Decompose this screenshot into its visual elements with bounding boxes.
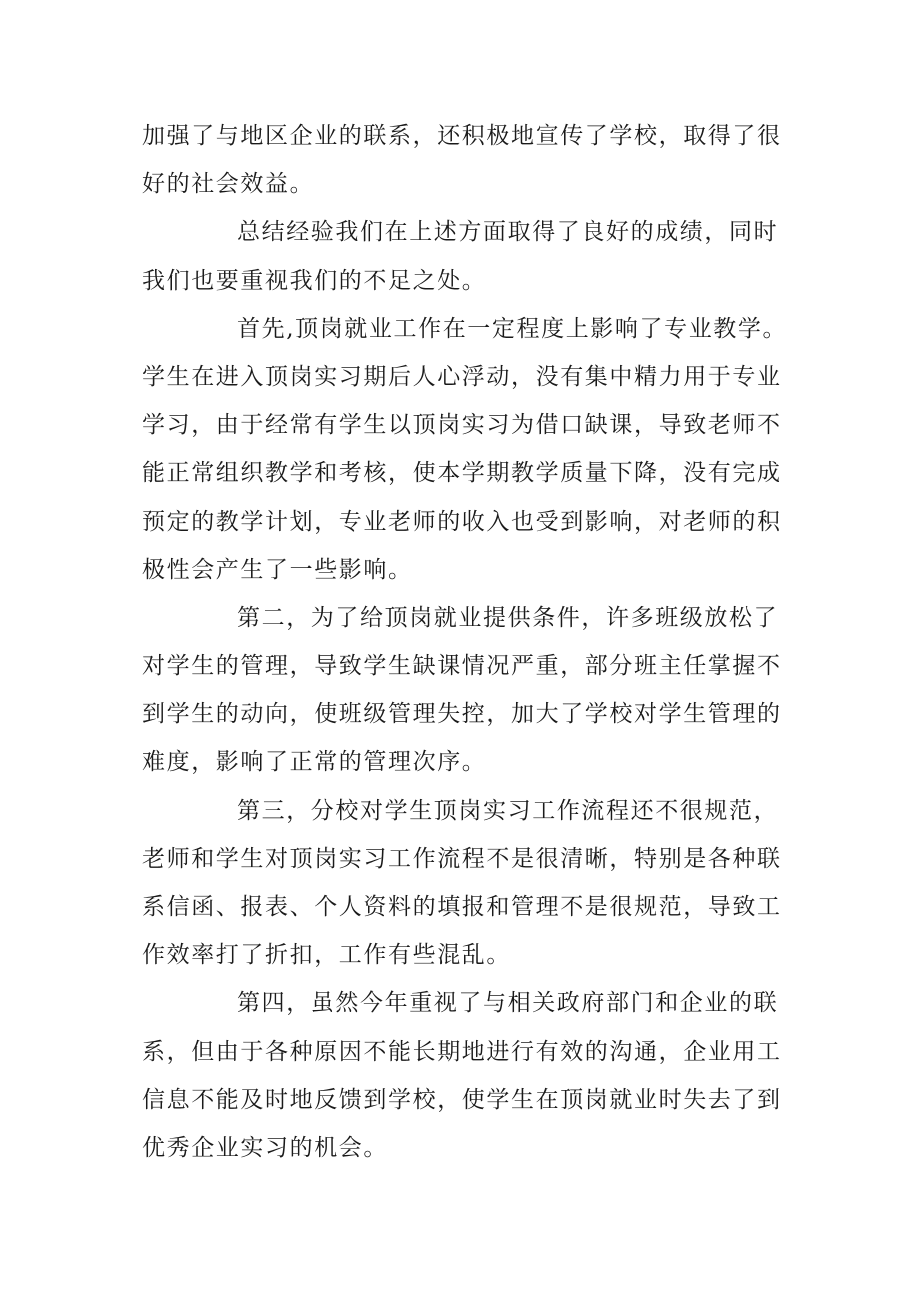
paragraph-3-line-1: 对学生的管理，导致学生缺课情况严重，部分班主任掌握不 bbox=[142, 653, 782, 680]
paragraph-3-line-3: 难度，影响了正常的管理次序。 bbox=[142, 749, 487, 776]
paragraph-2-line-1: 学生在进入顶岗实习期后人心浮动，没有集中精力用于专业 bbox=[142, 363, 782, 390]
paragraph-4-line-1: 老师和学生对顶岗实习工作流程不是很清晰，特别是各种联 bbox=[142, 845, 782, 872]
paragraph-3-line-0: 第二，为了给顶岗就业提供条件，许多班级放松了 bbox=[237, 604, 779, 631]
paragraph-4-line-0: 第三，分校对学生顶岗实习工作流程还不很规范， bbox=[237, 797, 779, 824]
paragraph-0-line-0: 加强了与地区企业的联系，还积极地宣传了学校，取得了很 bbox=[142, 123, 782, 149]
paragraph-2-line-2: 学习，由于经常有学生以顶岗实习为借口缺课，导致老师不 bbox=[142, 412, 782, 439]
paragraph-5-line-2: 信息不能及时地反馈到学校，使学生在顶岗就业时失去了到 bbox=[142, 1086, 782, 1113]
paragraph-2-line-3: 能正常组织教学和考核，使本学期教学质量下降，没有完成 bbox=[142, 460, 782, 487]
paragraph-4-line-2: 系信函、报表、个人资料的填报和管理不是很规范，导致工 bbox=[142, 894, 782, 920]
paragraph-5-line-0: 第四，虽然今年重视了与相关政府部门和企业的联 bbox=[237, 990, 779, 1017]
paragraph-0-line-1: 好的社会效益。 bbox=[142, 171, 315, 198]
document-body bbox=[142, 112, 788, 1172]
paragraph-2-line-0: 首先,顶岗就业工作在一定程度上影响了专业教学。 bbox=[237, 315, 788, 342]
paragraph-1-line-1: 我们也要重视我们的不足之处。 bbox=[142, 267, 487, 294]
paragraph-5-line-3: 优秀企业实习的机会。 bbox=[142, 1134, 388, 1161]
paragraph-2-line-5: 极性会产生了一些影响。 bbox=[142, 556, 413, 583]
paragraph-4-line-3: 作效率打了折扣，工作有些混乱。 bbox=[142, 942, 511, 969]
paragraph-3-line-2: 到学生的动向，使班级管理失控，加大了学校对学生管理的 bbox=[142, 701, 782, 728]
paragraph-1-line-0: 总结经验我们在上述方面取得了良好的成绩，同时 bbox=[237, 219, 779, 246]
paragraph-5-line-1: 系，但由于各种原因不能长期地进行有效的沟通，企业用工 bbox=[142, 1038, 782, 1065]
paragraph-2-line-4: 预定的教学计划，专业老师的收入也受到影响，对老师的积 bbox=[142, 508, 782, 535]
